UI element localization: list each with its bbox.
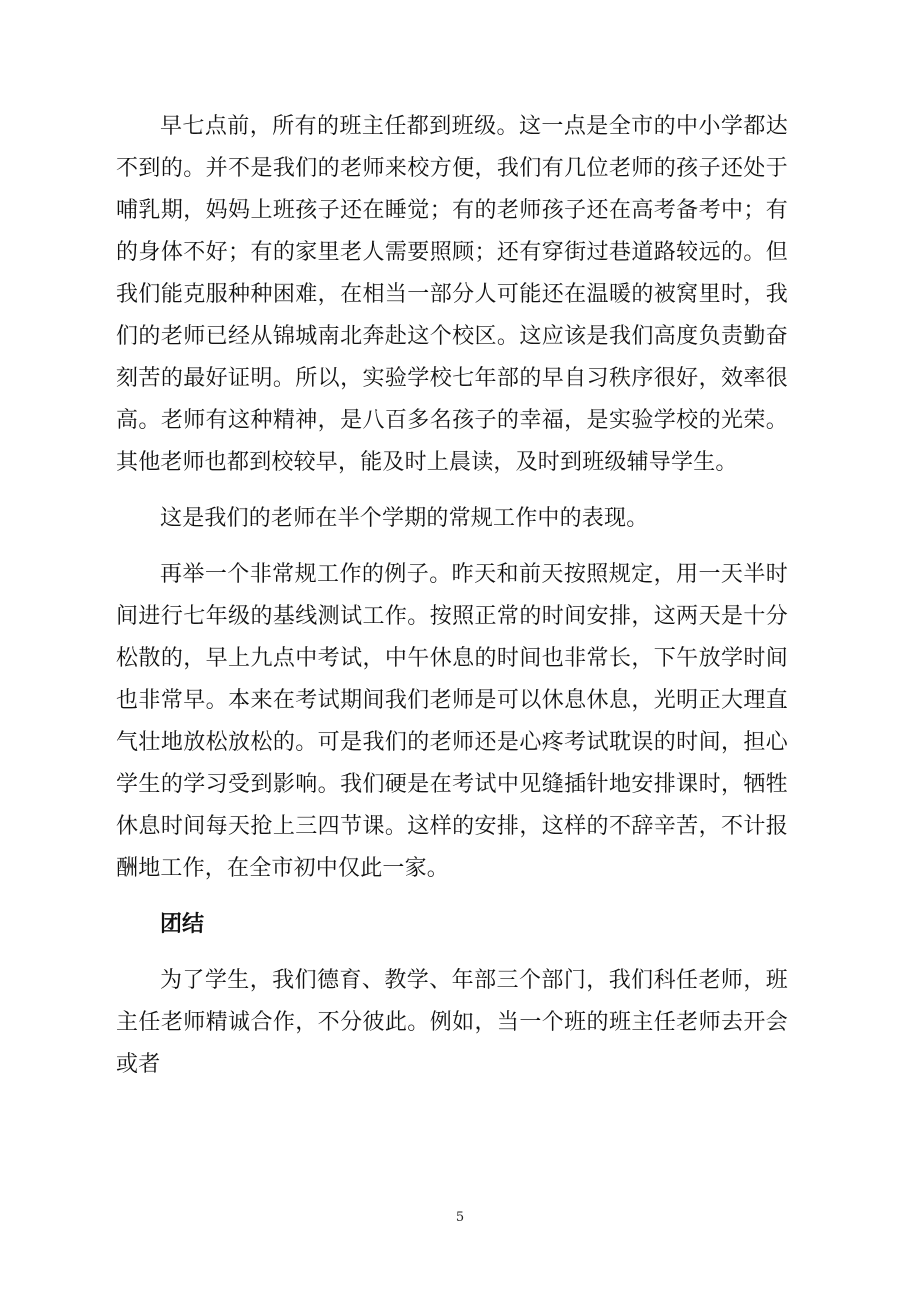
- paragraph-exam-example: 再举一个非常规工作的例子。昨天和前天按照规定，用一天半时间进行七年级的基线测试工作。按照正常的时间安排，这两天是十分松散的，早上九点中考试，中午休息的时间也非常长，下午放学时间也非常早。本来在考试期间我们老师是可以休息休息，光明正大理直气壮地放松放松的。可是我们的老师还是心疼考试耽误的时间，担心学生的学习受到影响。我们硬是在考试中见缝插针地安排课时，牺牲休息时间每天抢上三四节课。这样的安排，这样的不辞辛苦，不计报酬地工作，在全市初中仅此一家。: [116, 562, 788, 881]
- paragraph-summary: 这是我们的老师在半个学期的常规工作中的表现。: [160, 506, 649, 531]
- page-number: 5: [455, 1210, 465, 1225]
- paragraph-unity: 为了学生，我们德育、教学、年部三个部门，我们科任老师，班主任老师精诚合作，不分彼此。例如，当一个班的班主任老师去开会或者: [116, 968, 788, 1077]
- paragraph-early-arrival: 早七点前，所有的班主任都到班级。这一点是全市的中小学都达不到的。并不是我们的老师来校方便，我们有几位老师的孩子还处于哺乳期，妈妈上班孩子还在睡觉；有的老师孩子还在高考备考中；有的身体不好；有的家里老人需要照顾；还有穿街过巷道路较远的。但我们能克服种种困难，在相当一部分人可能还在温暖的被窝里时，我们的老师已经从锦城南北奔赴这个校区。这应该是我们高度负责勤奋刻苦的最好证明。所以，实验学校七年部的早自习秩序很好，效率很高。老师有这种精神，是八百多名孩子的幸福，是实验学校的光荣。其他老师也都到校较早，能及时上晨读，及时到班级辅导学生。: [116, 114, 788, 475]
- section-heading: 团结: [160, 912, 205, 937]
- body-text: [116, 106, 788, 1086]
